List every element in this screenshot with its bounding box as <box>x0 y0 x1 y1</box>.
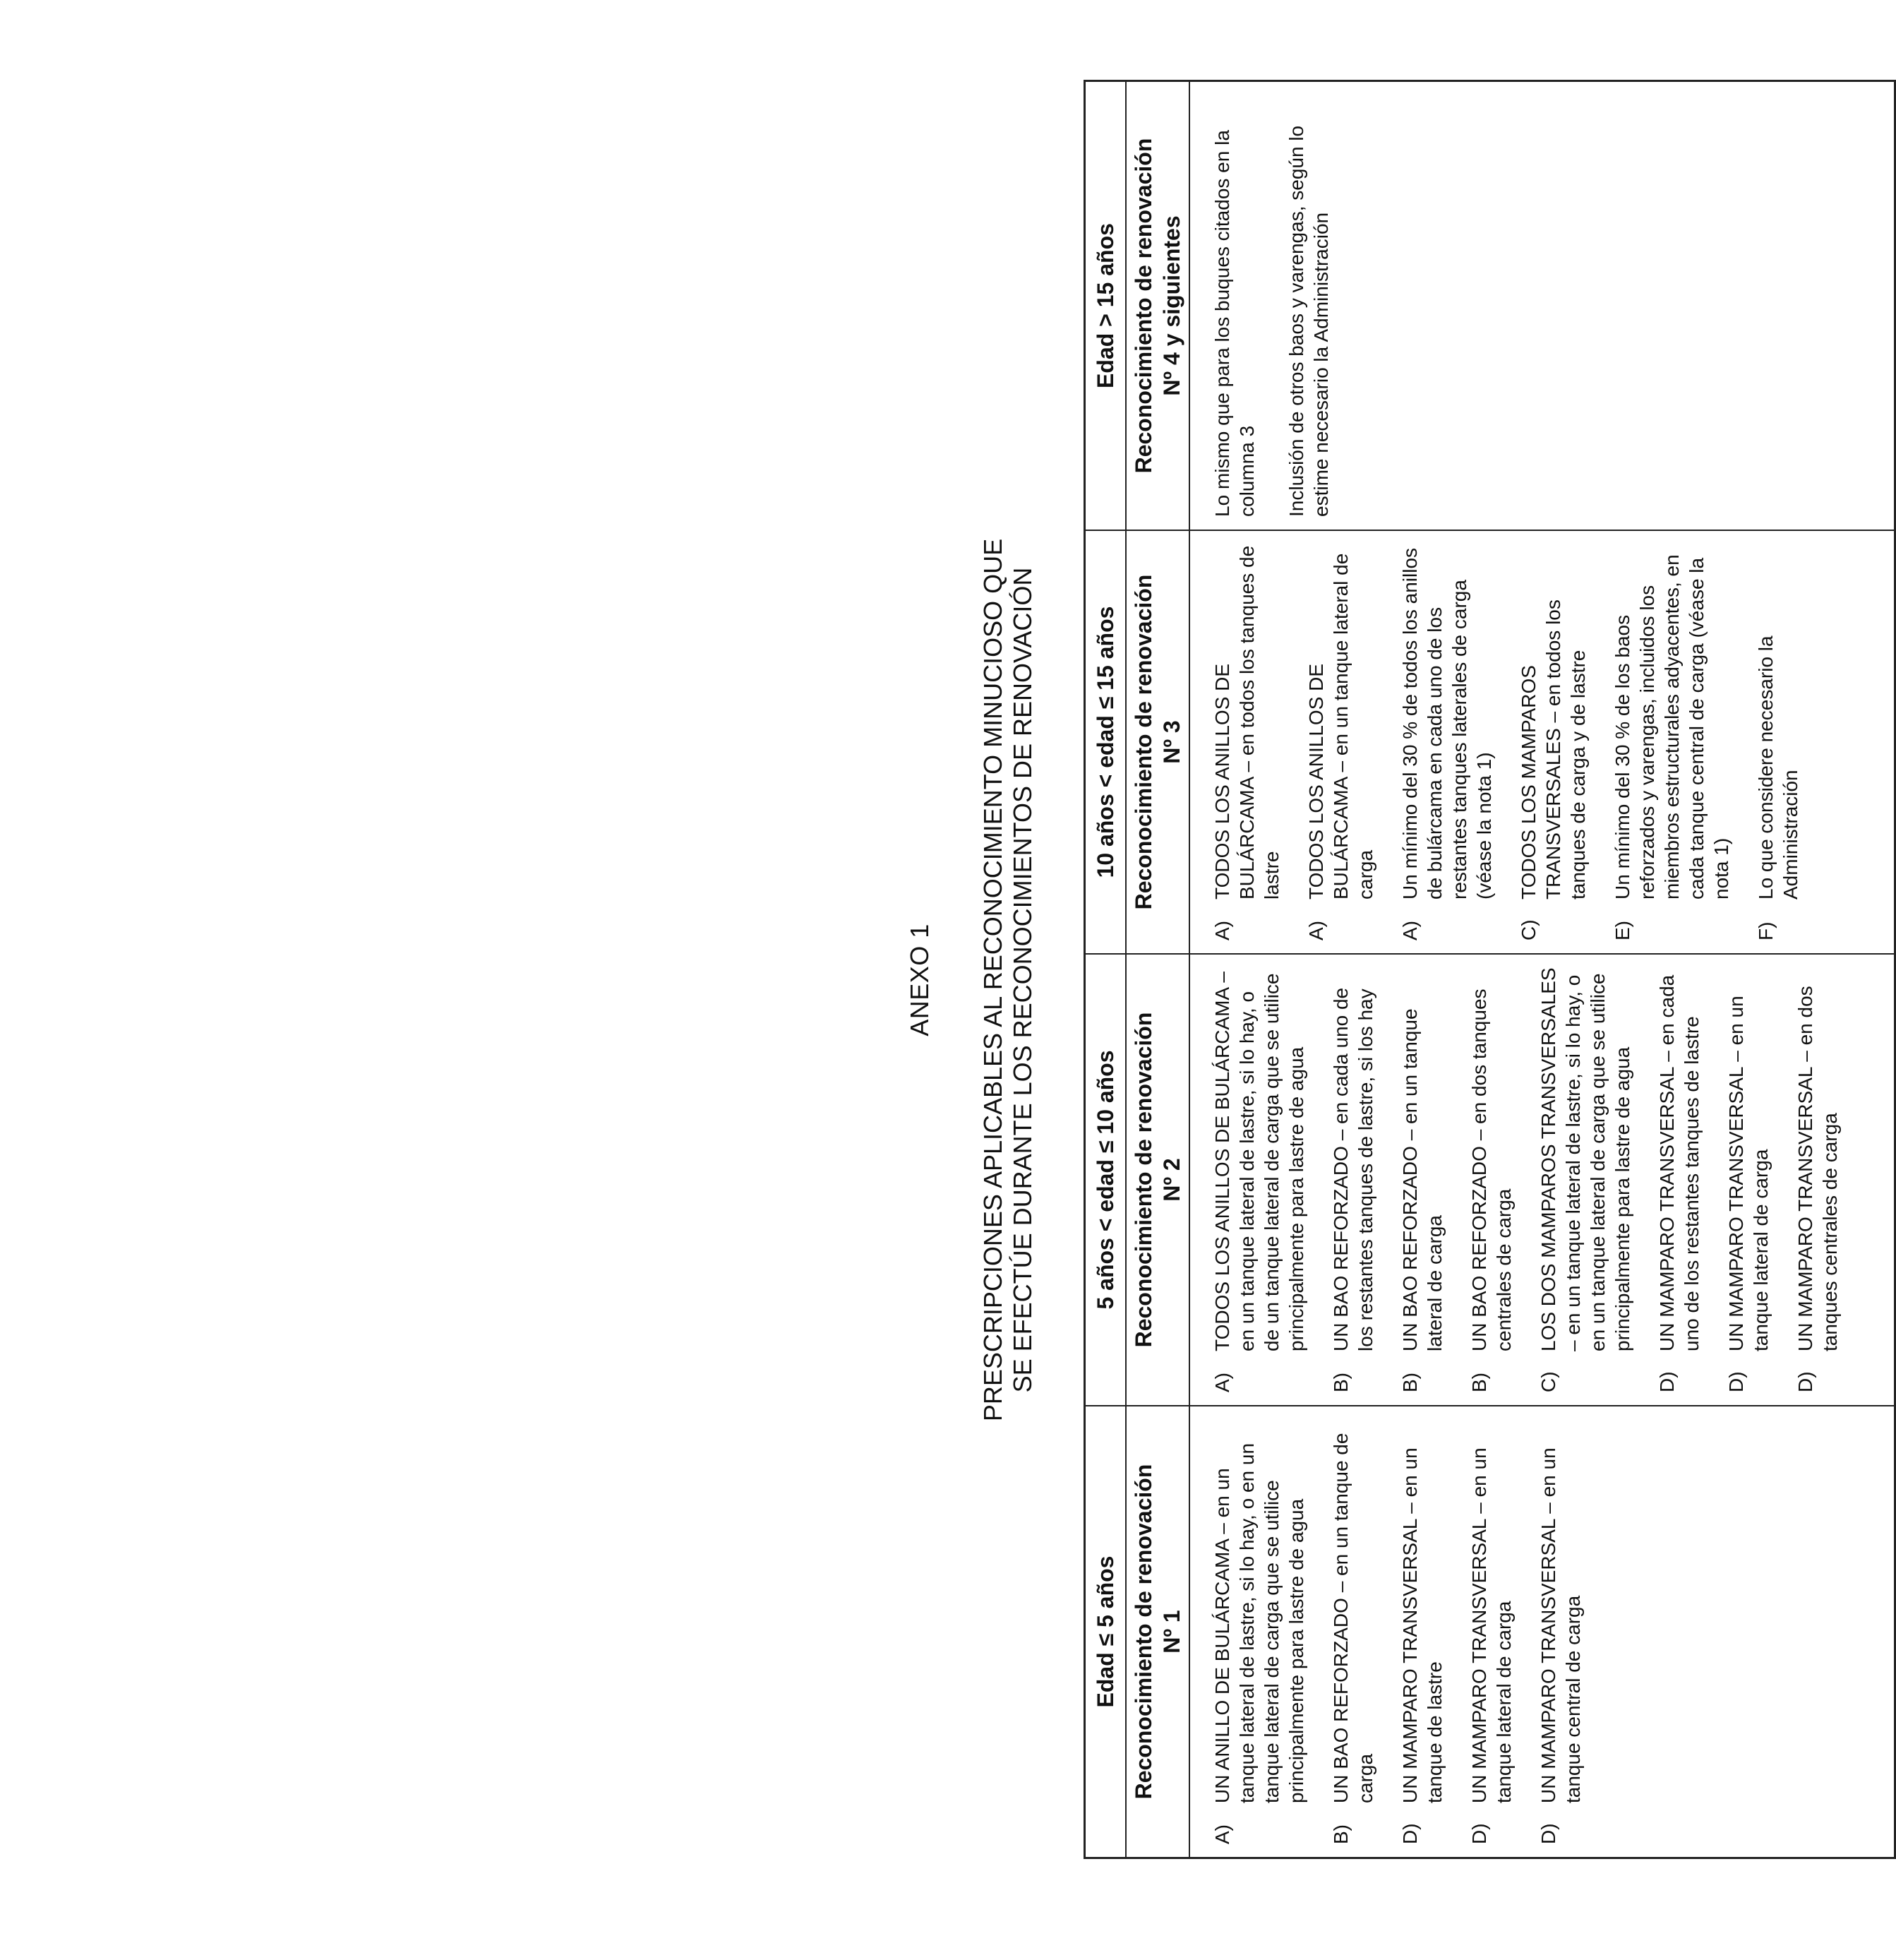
list-item <box>1210 967 1309 1392</box>
item-letter: B) <box>1330 1373 1352 1392</box>
survey-header-line: Reconocimiento de renovación <box>1131 1464 1156 1800</box>
item-text: UN MAMPARO TRANSVERSAL – en cada uno de los restantes tanques de lastre <box>1656 974 1703 1351</box>
item-letter: A) <box>1399 921 1421 940</box>
item-text: TODOS LOS MAMPAROS TRANSVERSALES – en todos los tanques de carga y de lastre <box>1518 599 1589 900</box>
list-item <box>1724 967 1773 1392</box>
item-letter: B) <box>1330 1824 1352 1844</box>
list-item <box>1398 544 1496 940</box>
list-item <box>1753 544 1803 940</box>
list-item <box>1536 1419 1585 1844</box>
list-item <box>1398 967 1447 1392</box>
item-text: UN ANILLO DE BULÁRCAMA – en un tanque lateral de lastre, si lo hay, o en un tanque lateral de carga que se utilice principalmente para lastre de agua <box>1211 1442 1307 1803</box>
item-letter: C) <box>1537 1371 1559 1392</box>
list-item <box>1328 1419 1378 1844</box>
list-item <box>1328 967 1378 1392</box>
survey-header-line: Reconocimiento de renovación <box>1131 574 1156 910</box>
survey-header-number: Nº 2 <box>1159 1158 1184 1202</box>
item-text: UN MAMPARO TRANSVERSAL – en un tanque lateral de carga <box>1725 996 1772 1351</box>
item-letter: D) <box>1537 1823 1559 1844</box>
item-letter: A) <box>1211 921 1233 940</box>
list-item <box>1516 544 1590 940</box>
survey-header <box>1127 1406 1190 1857</box>
item-text: UN MAMPARO TRANSVERSAL – en dos tanques centrales de carga <box>1794 986 1841 1351</box>
annex-label: ANEXO 1 <box>905 924 934 1036</box>
item-text: TODOS LOS ANILLOS DE BULÁRCAMA – en un tanque lateral de lastre, si lo hay, o de un tanque lateral de carga que se utilice principalmente para lastre de agua <box>1211 972 1307 1351</box>
survey-header-number: Nº 3 <box>1159 720 1184 764</box>
item-letter: C) <box>1518 919 1540 940</box>
survey-header <box>1127 955 1190 1405</box>
item-text: Lo que considere necesario la Administración <box>1755 635 1801 900</box>
column-survey-2 <box>1086 953 1894 1405</box>
list-item <box>1793 967 1842 1392</box>
list-item <box>1304 544 1378 940</box>
column-body <box>1190 1406 1612 1857</box>
item-letter: A) <box>1305 921 1327 940</box>
survey-header-number: Nº 4 y siguientes <box>1159 215 1184 396</box>
survey-header-line: Reconocimiento de renovación <box>1131 1012 1156 1348</box>
list-item <box>1610 544 1734 940</box>
column-body <box>1190 531 1830 953</box>
survey-header-number: Nº 1 <box>1159 1610 1184 1654</box>
item-letter: B) <box>1468 1373 1490 1392</box>
item-letter: E) <box>1612 921 1633 940</box>
list-item <box>1467 1419 1516 1844</box>
item-text: UN MAMPARO TRANSVERSAL – en un tanque lateral de carga <box>1468 1447 1515 1803</box>
column-survey-1 <box>1086 1405 1894 1857</box>
item-text: UN MAMPARO TRANSVERSAL – en un tanque central de carga <box>1537 1447 1584 1803</box>
age-header: 5 años < edad ≤ 10 años <box>1086 955 1127 1405</box>
paragraph: Lo mismo que para los buques citados en la columna 3 <box>1211 130 1258 517</box>
column-body <box>1190 955 1869 1405</box>
column-body <box>1190 82 1365 530</box>
survey-header <box>1127 531 1190 953</box>
item-letter: A) <box>1211 1824 1233 1844</box>
item-letter: D) <box>1656 1371 1678 1392</box>
item-letter: D) <box>1794 1371 1816 1392</box>
document-title <box>978 0 1038 1960</box>
survey-header <box>1127 82 1190 530</box>
item-text: TODOS LOS ANILLOS DE BULÁRCAMA – en un tanque lateral de carga <box>1305 553 1376 900</box>
item-text: Un mínimo del 30 % de los baos reforzados y varengas, incluidos los miembros estructurales adyacentes, en cada tanque central de carga (véase la nota 1) <box>1612 554 1732 900</box>
column-survey-3 <box>1086 530 1894 953</box>
item-letter: D) <box>1399 1823 1421 1844</box>
age-header: Edad ≤ 5 años <box>1086 1406 1127 1857</box>
item-letter: D) <box>1725 1371 1747 1392</box>
item-text: TODOS LOS ANILLOS DE BULÁRCAMA – en todos los tanques de lastre <box>1211 545 1283 900</box>
item-text: LOS DOS MAMPAROS TRANSVERSALES – en un tanque lateral de lastre, si lo hay, o en un tanque lateral de carga que se utilice principalmente para lastre de agua <box>1537 967 1633 1351</box>
requirements-table <box>1084 80 1896 1859</box>
item-text: UN BAO REFORZADO – en un tanque de carga <box>1330 1433 1376 1803</box>
item-letter: D) <box>1468 1823 1490 1844</box>
item-letter: F) <box>1755 921 1777 940</box>
item-text: UN BAO REFORZADO – en un tanque lateral de carga <box>1399 1008 1446 1351</box>
age-header: Edad > 15 años <box>1086 82 1127 530</box>
list-item <box>1655 967 1704 1392</box>
title-line-2: SE EFECTÚE DURANTE LOS RECONOCIMIENTOS DE RENOVACIÓN <box>1008 567 1037 1393</box>
column-survey-4 <box>1086 82 1894 530</box>
list-item <box>1398 1419 1447 1844</box>
survey-header-line: Reconocimiento de renovación <box>1131 138 1156 474</box>
item-letter: B) <box>1399 1373 1421 1392</box>
list-item <box>1536 967 1635 1392</box>
title-line-1: PRESCRIPCIONES APLICABLES AL RECONOCIMIENTO MINUCIOSO QUE <box>978 538 1007 1422</box>
list-item <box>1210 1419 1309 1844</box>
paragraph: Inclusión de otros baos y varengas, según lo estime necesario la Administración <box>1285 125 1332 517</box>
item-text: UN MAMPARO TRANSVERSAL – en un tanque de lastre <box>1399 1447 1446 1803</box>
list-item <box>1210 544 1284 940</box>
list-item <box>1467 967 1516 1392</box>
item-text: UN BAO REFORZADO – en dos tanques centrales de carga <box>1468 988 1515 1351</box>
age-header: 10 años < edad ≤ 15 años <box>1086 531 1127 953</box>
item-text: Un mínimo del 30 % de todos los anillos de bulárcama en cada uno de los restantes tanques laterales de carga (véase la nota 1) <box>1399 547 1495 900</box>
item-text: UN BAO REFORZADO – en cada uno de los restantes tanques de lastre, si los hay <box>1330 987 1376 1351</box>
item-letter: A) <box>1211 1373 1233 1392</box>
